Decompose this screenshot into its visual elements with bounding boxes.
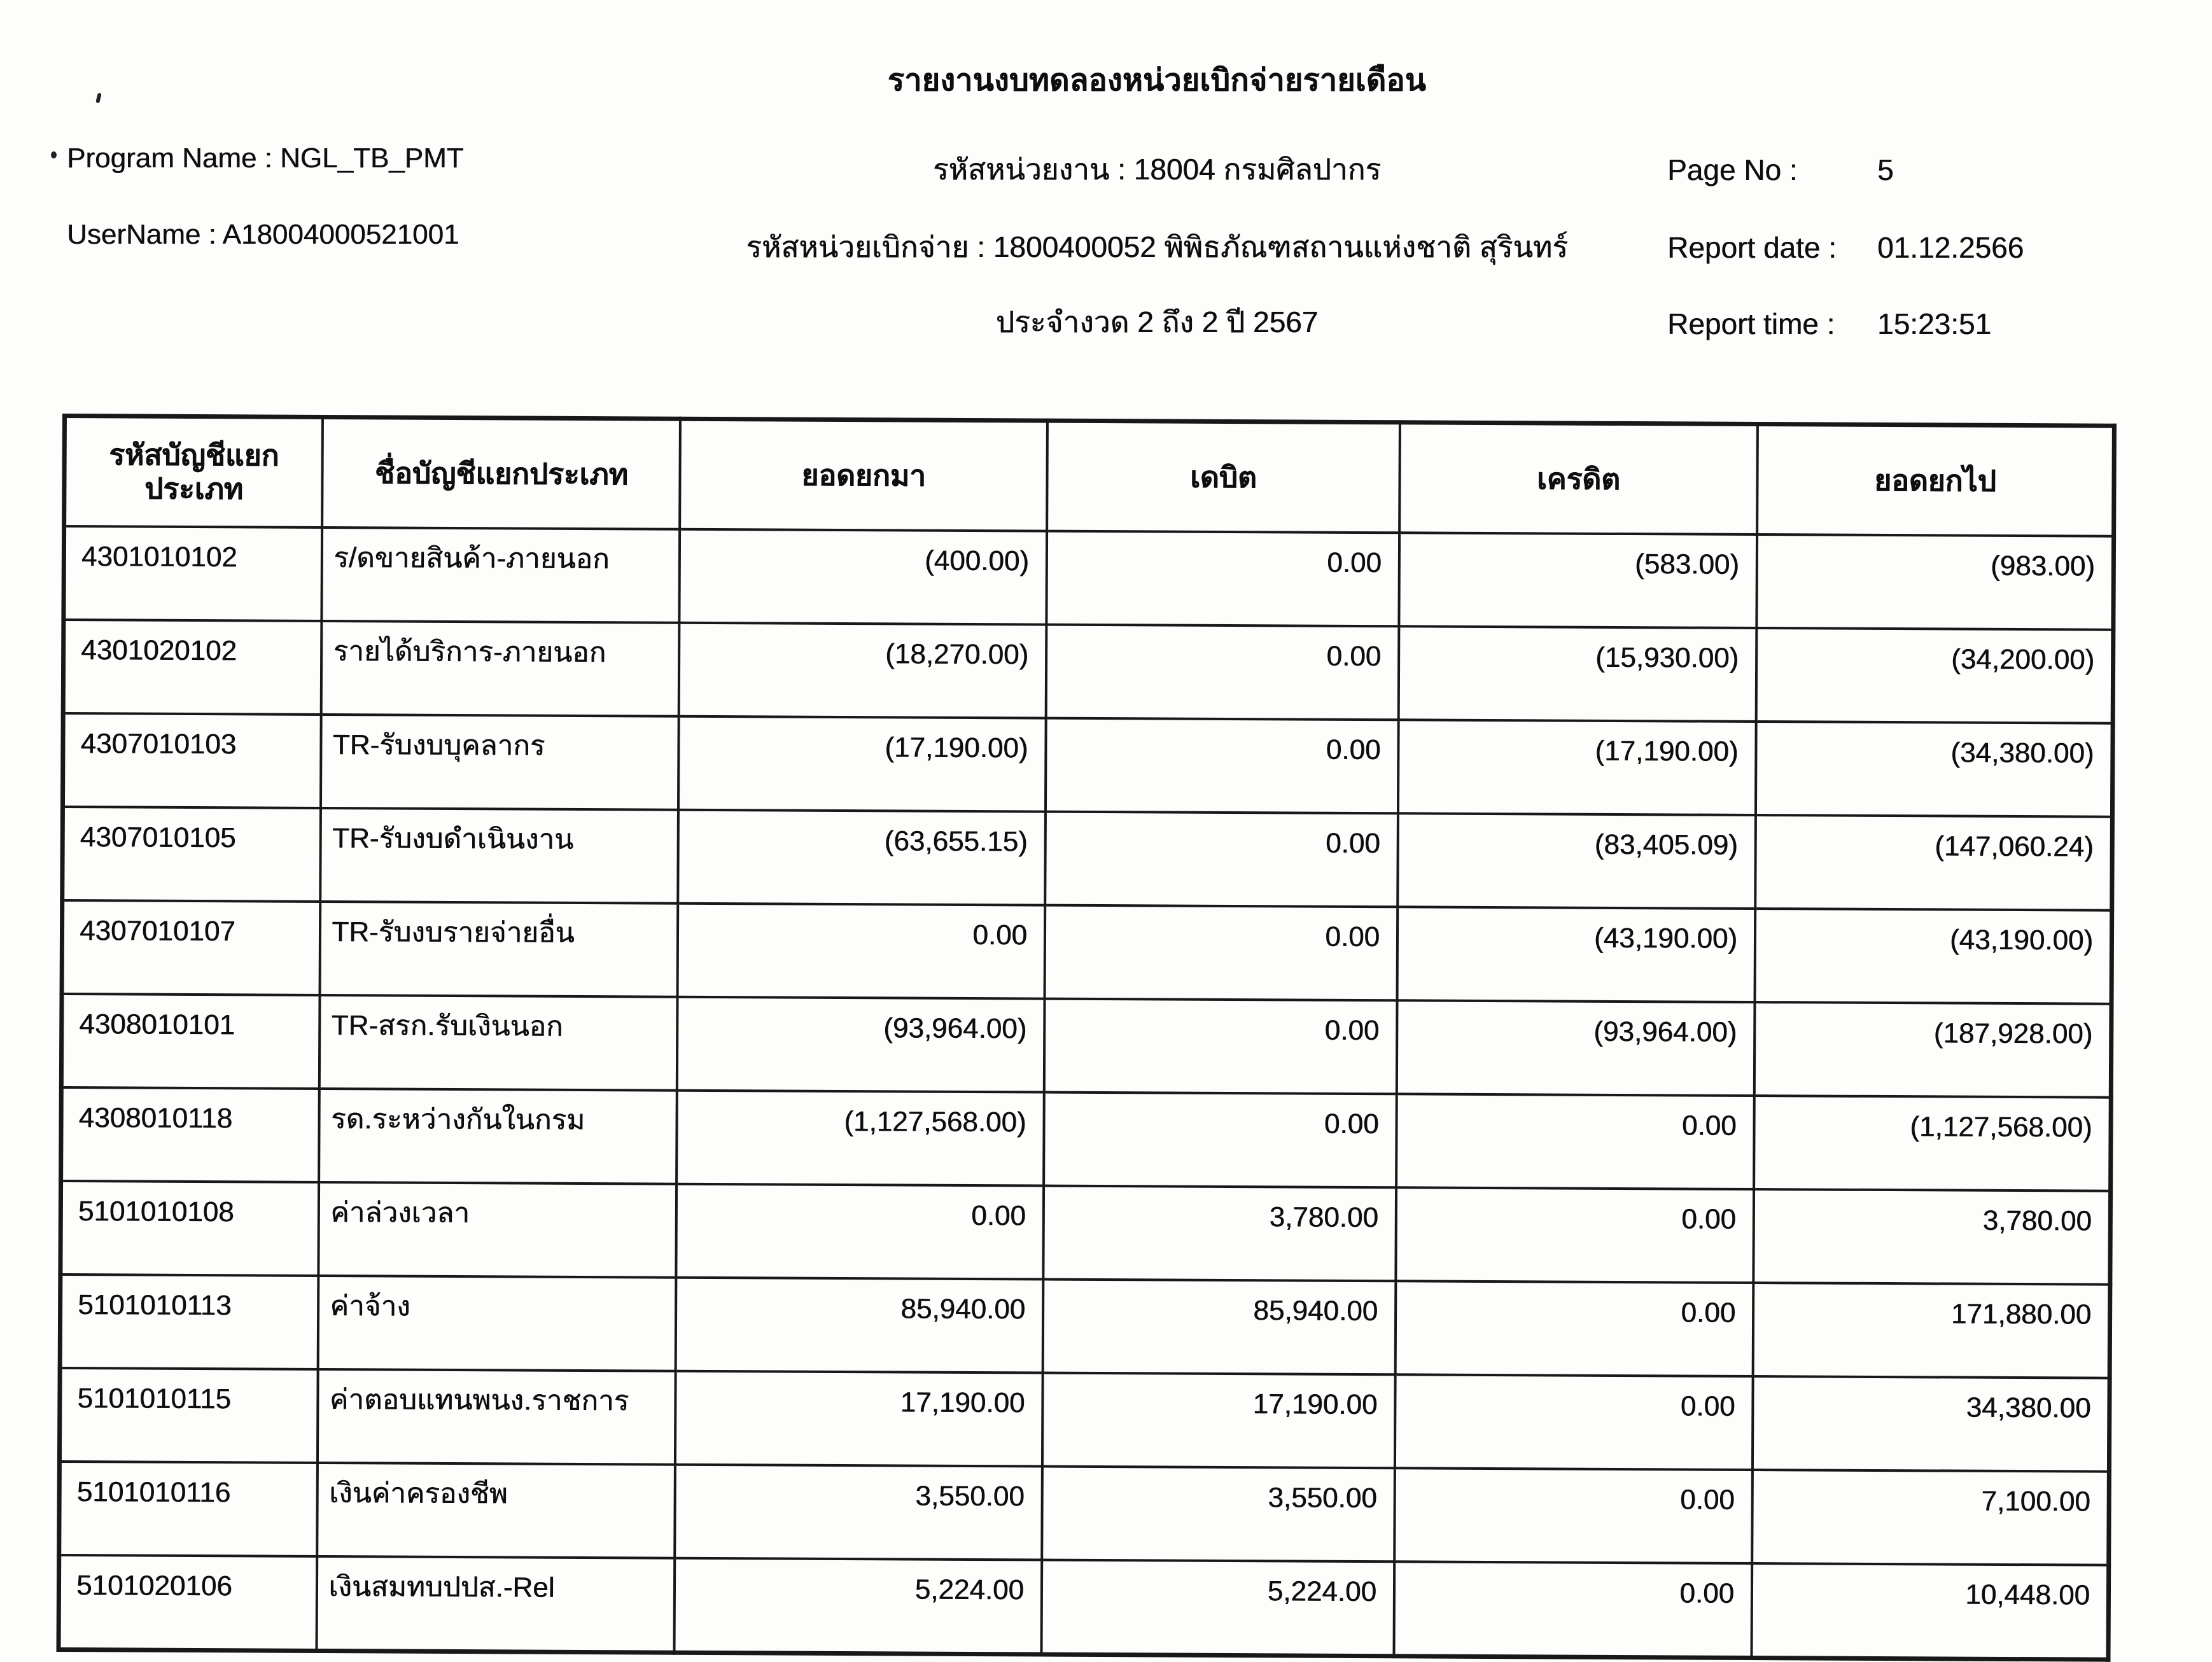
cell-carry-forward-out: (983.00) (1756, 534, 2113, 630)
cell-account-name: ร/ดขายสินค้า-ภายนอก (322, 527, 680, 623)
cell-account-name: ค่าตอบแทนพนง.ราชการ (318, 1369, 676, 1465)
cell-credit: 0.00 (1396, 1281, 1754, 1376)
cell-carry-forward-in: (18,270.00) (679, 623, 1046, 718)
table-row (60, 1181, 2111, 1285)
cell-debit: 3,550.00 (1042, 1467, 1395, 1562)
cell-carry-forward-out: (187,928.00) (1754, 1002, 2111, 1098)
cell-credit: 0.00 (1395, 1374, 1753, 1470)
agency-code-value: 18004 กรมศิลปากร (1133, 153, 1382, 186)
cell-debit: 0.00 (1046, 625, 1399, 720)
cell-carry-forward-out: (34,380.00) (1756, 722, 2113, 817)
cell-account-code: 4307010103 (62, 713, 321, 808)
cell-carry-forward-out: 10,448.00 (1751, 1563, 2108, 1659)
report-date-value: 01.12.2566 (1877, 231, 2024, 264)
table-row (63, 620, 2113, 723)
cell-credit: 0.00 (1396, 1187, 1754, 1283)
table-row (62, 807, 2113, 911)
cell-account-code: 5101020106 (59, 1555, 318, 1651)
page-no-value: 5 (1877, 153, 1894, 186)
cell-account-code: 4308010118 (61, 1087, 320, 1182)
table-row (59, 1368, 2110, 1472)
cell-credit: (43,190.00) (1397, 907, 1755, 1002)
cell-debit: 85,940.00 (1043, 1280, 1396, 1375)
cell-carry-forward-in: 3,550.00 (675, 1465, 1042, 1560)
cell-debit: 0.00 (1045, 812, 1398, 907)
cell-account-name: TR-สรก.รับเงินนอก (319, 995, 678, 1091)
cell-debit: 0.00 (1044, 999, 1397, 1094)
cell-account-name: TR-รับงบรายจ่ายอื่น (320, 902, 678, 997)
cell-credit: (15,930.00) (1399, 626, 1757, 722)
program-name-value: NGL_TB_PMT (280, 143, 464, 174)
report-time-label: Report time : (1667, 307, 1835, 340)
cell-carry-forward-out: 3,780.00 (1753, 1189, 2110, 1285)
cell-credit: 0.00 (1394, 1561, 1752, 1658)
cell-account-name: รด.ระหว่างกันในกรม (319, 1089, 677, 1184)
cell-carry-forward-out: 171,880.00 (1753, 1283, 2110, 1378)
cell-carry-forward-out: 34,380.00 (1753, 1376, 2110, 1472)
table-row (59, 1555, 2109, 1659)
cell-carry-forward-in: (1,127,568.00) (677, 1091, 1044, 1186)
report-date-label: Report date : (1667, 231, 1837, 264)
col-header-debit: เดบิต (1047, 421, 1400, 533)
table-row (61, 1087, 2111, 1191)
cell-carry-forward-in: (93,964.00) (677, 997, 1044, 1093)
agency-code-line (102, 146, 2212, 193)
cell-carry-forward-in: (17,190.00) (678, 716, 1046, 812)
cell-account-name: เงินค่าครองชีพ (318, 1463, 676, 1558)
agency-code-label: รหัสหน่วยงาน : (932, 153, 1126, 186)
table-row (61, 994, 2111, 1098)
cell-account-code: 5101010115 (59, 1368, 318, 1463)
page-no-label: Page No : (1667, 153, 1798, 186)
cell-carry-forward-in: (400.00) (680, 529, 1047, 625)
cell-account-code: 4308010101 (61, 994, 320, 1089)
table-row (60, 1274, 2110, 1378)
cell-credit: 0.00 (1394, 1468, 1753, 1563)
cell-account-code: 4301010102 (64, 526, 323, 621)
disbursement-unit-value: 1800400052 พิพิธภัณฑสถานแห่งชาติ สุรินทร์ (993, 230, 1568, 263)
col-header-account-code: รหัสบัญชีแยกประเภท (64, 416, 323, 527)
cell-carry-forward-in: (63,655.15) (678, 810, 1046, 905)
username-value: A18004000521001 (222, 219, 459, 250)
scan-artifact (95, 93, 102, 104)
cell-carry-forward-out: 7,100.00 (1752, 1470, 2109, 1565)
cell-account-name: เงินสมทบปปส.-Rel (317, 1556, 675, 1652)
cell-debit: 3,780.00 (1043, 1186, 1396, 1281)
period-line: ประจำงวด 2 ถึง 2 ปี 2567 (995, 305, 1319, 339)
cell-account-code: 4307010105 (62, 807, 321, 902)
cell-debit: 17,190.00 (1042, 1373, 1396, 1469)
col-header-account-name: ชื่อบัญชีแยกประเภท (322, 417, 680, 529)
col-header-carry-forward-out: ยอดยกไป (1757, 424, 2114, 536)
cell-carry-forward-in: 0.00 (676, 1184, 1044, 1280)
report-time-value: 15:23:51 (1877, 307, 1992, 340)
cell-account-name: TR-รับงบบุคลากร (321, 715, 679, 810)
cell-debit: 0.00 (1046, 718, 1399, 814)
trial-balance-table-wrap (56, 414, 2116, 1662)
cell-account-code: 4301020102 (63, 620, 322, 715)
cell-debit: 0.00 (1046, 531, 1399, 627)
cell-credit: (583.00) (1399, 533, 1757, 628)
cell-carry-forward-out: (34,200.00) (1756, 628, 2113, 723)
table-row (62, 713, 2113, 817)
cell-account-name: ค่าจ้าง (318, 1276, 676, 1371)
cell-account-code: 5101010113 (60, 1274, 319, 1369)
trial-balance-table (56, 414, 2116, 1662)
cell-debit: 5,224.00 (1041, 1560, 1394, 1656)
cell-account-code: 4307010107 (62, 900, 321, 995)
cell-carry-forward-out: (147,060.24) (1755, 815, 2112, 911)
table-header-row (64, 416, 2115, 536)
cell-credit: 0.00 (1396, 1094, 1754, 1189)
cell-account-name: รายได้บริการ-ภายนอก (321, 621, 680, 716)
cell-credit: (17,190.00) (1398, 720, 1756, 815)
cell-debit: 0.00 (1044, 1093, 1397, 1188)
cell-carry-forward-in: 0.00 (678, 904, 1045, 999)
cell-carry-forward-in: 85,940.00 (676, 1278, 1043, 1373)
table-row (62, 900, 2112, 1004)
cell-carry-forward-out: (1,127,568.00) (1754, 1096, 2111, 1191)
table-row (59, 1462, 2110, 1565)
program-name-label: Program Name : (67, 143, 272, 174)
col-header-credit: เครดิต (1399, 422, 1758, 534)
disbursement-unit-label: รหัสหน่วยเบิกจ่าย : (746, 230, 985, 263)
cell-carry-forward-out: (43,190.00) (1755, 909, 2112, 1004)
cell-debit: 0.00 (1044, 905, 1397, 1001)
username-label: UserName : (67, 219, 216, 250)
cell-carry-forward-in: 17,190.00 (675, 1371, 1042, 1467)
cell-credit: (93,964.00) (1397, 1000, 1755, 1096)
cell-account-name: TR-รับงบดำเนินงาน (321, 808, 679, 904)
table-row (64, 526, 2114, 630)
cell-carry-forward-in: 5,224.00 (675, 1558, 1042, 1654)
scan-artifact (51, 151, 57, 158)
report-title: รายงานงบทดลองหน่วยเบิกจ่ายรายเดือน (887, 64, 1427, 97)
col-header-carry-forward-in: ยอดยกมา (680, 419, 1047, 531)
cell-account-code: 5101010108 (60, 1181, 319, 1276)
cell-account-name: ค่าล่วงเวลา (319, 1182, 677, 1278)
cell-credit: (83,405.09) (1397, 813, 1756, 909)
cell-account-code: 5101010116 (59, 1462, 318, 1556)
